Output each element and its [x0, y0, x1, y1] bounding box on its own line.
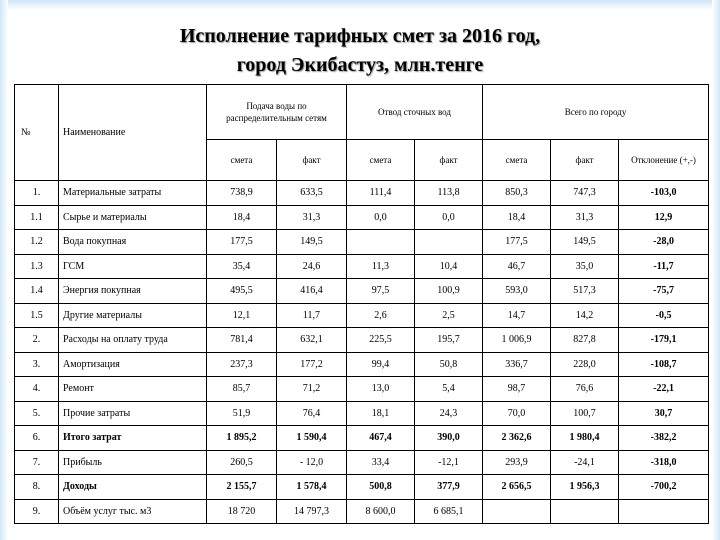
table-row: [15, 230, 709, 255]
cell-sewage-smeta: 99,4: [347, 352, 415, 377]
header-group-sewage: Отвод сточных вод: [347, 85, 483, 140]
cell-total-smeta: 14,7: [483, 303, 551, 328]
row-number: 1.2: [15, 230, 59, 255]
cell-water-smeta: 260,5: [207, 450, 277, 475]
cell-water-smeta: 177,5: [207, 230, 277, 255]
cell-total-smeta: 593,0: [483, 279, 551, 304]
header-water-fakt: факт: [277, 140, 347, 181]
row-number: 3.: [15, 352, 59, 377]
cell-sewage-smeta: 0,0: [347, 205, 415, 230]
cell-water-fakt: - 12,0: [277, 450, 347, 475]
cell-sewage-smeta: 500,8: [347, 475, 415, 500]
cell-sewage-smeta: 33,4: [347, 450, 415, 475]
cell-total-fakt: 100,7: [551, 401, 619, 426]
cell-sewage-smeta: 467,4: [347, 426, 415, 451]
cell-total-fakt: 228,0: [551, 352, 619, 377]
cell-sewage-smeta: 8 600,0: [347, 499, 415, 524]
slide-frame-left: [0, 0, 8, 540]
cell-deviation: 30,7: [619, 401, 709, 426]
row-number: 1.1: [15, 205, 59, 230]
header-name: Наименование: [59, 85, 207, 181]
row-name: Прочие затраты: [59, 401, 207, 426]
cell-water-smeta: 2 155,7: [207, 475, 277, 500]
row-number: 8.: [15, 475, 59, 500]
cell-water-smeta: 1 895,2: [207, 426, 277, 451]
row-number: 6.: [15, 426, 59, 451]
table-body: [15, 181, 709, 524]
row-number: 7.: [15, 450, 59, 475]
table-row: [15, 352, 709, 377]
cell-water-smeta: 18,4: [207, 205, 277, 230]
cell-water-fakt: 14 797,3: [277, 499, 347, 524]
cell-sewage-smeta: 18,1: [347, 401, 415, 426]
cell-total-fakt: 827,8: [551, 328, 619, 353]
cell-sewage-fakt: -12,1: [415, 450, 483, 475]
table-row: [15, 450, 709, 475]
row-number: 2.: [15, 328, 59, 353]
tariff-estimate-table: [14, 84, 709, 524]
header-water-smeta: смета: [207, 140, 277, 181]
cell-total-fakt: 517,3: [551, 279, 619, 304]
cell-water-smeta: 738,9: [207, 181, 277, 206]
cell-total-smeta: [483, 499, 551, 524]
row-name: Вода покупная: [59, 230, 207, 255]
cell-sewage-fakt: 100,9: [415, 279, 483, 304]
cell-deviation: -108,7: [619, 352, 709, 377]
cell-sewage-fakt: 6 685,1: [415, 499, 483, 524]
cell-deviation: -382,2: [619, 426, 709, 451]
cell-total-fakt: -24,1: [551, 450, 619, 475]
cell-deviation: -318,0: [619, 450, 709, 475]
cell-sewage-fakt: [415, 230, 483, 255]
cell-sewage-fakt: 2,5: [415, 303, 483, 328]
cell-deviation: -22,1: [619, 377, 709, 402]
cell-total-smeta: 2 362,6: [483, 426, 551, 451]
row-name: Итого затрат: [59, 426, 207, 451]
header-deviation: Отклонение (+,-): [619, 140, 709, 181]
page-title: [0, 22, 720, 80]
row-name: Амортизация: [59, 352, 207, 377]
cell-total-fakt: 76,6: [551, 377, 619, 402]
cell-sewage-fakt: 24,3: [415, 401, 483, 426]
row-number: 1.5: [15, 303, 59, 328]
cell-deviation: -179,1: [619, 328, 709, 353]
row-name: Расходы на оплату труда: [59, 328, 207, 353]
header-group-water: Подача воды по распределительным сетям: [207, 85, 347, 140]
row-name: ГСМ: [59, 254, 207, 279]
cell-sewage-smeta: 2,6: [347, 303, 415, 328]
cell-water-fakt: 24,6: [277, 254, 347, 279]
table-row: [15, 254, 709, 279]
cell-water-fakt: 76,4: [277, 401, 347, 426]
cell-sewage-smeta: [347, 230, 415, 255]
cell-total-smeta: 70,0: [483, 401, 551, 426]
cell-water-smeta: 495,5: [207, 279, 277, 304]
cell-total-fakt: 1 980,4: [551, 426, 619, 451]
title-line-2: город Экибастуз, млн.тенге: [236, 54, 484, 76]
row-number: 1.: [15, 181, 59, 206]
cell-sewage-smeta: 11,3: [347, 254, 415, 279]
cell-deviation: -28,0: [619, 230, 709, 255]
cell-total-smeta: 1 006,9: [483, 328, 551, 353]
row-number: 4.: [15, 377, 59, 402]
cell-water-smeta: 85,7: [207, 377, 277, 402]
table-row: [15, 377, 709, 402]
row-number: 1.4: [15, 279, 59, 304]
cell-water-smeta: 18 720: [207, 499, 277, 524]
cell-water-fakt: 633,5: [277, 181, 347, 206]
table-row: [15, 328, 709, 353]
cell-water-fakt: 149,5: [277, 230, 347, 255]
cell-water-smeta: 51,9: [207, 401, 277, 426]
row-number: 5.: [15, 401, 59, 426]
cell-water-fakt: 1 590,4: [277, 426, 347, 451]
table-row: [15, 181, 709, 206]
cell-water-fakt: 177,2: [277, 352, 347, 377]
header-total-smeta: смета: [483, 140, 551, 181]
cell-sewage-fakt: 5,4: [415, 377, 483, 402]
header-no: №: [15, 85, 59, 181]
cell-deviation: -103,0: [619, 181, 709, 206]
cell-sewage-smeta: 97,5: [347, 279, 415, 304]
cell-total-smeta: 177,5: [483, 230, 551, 255]
cell-water-fakt: 31,3: [277, 205, 347, 230]
cell-water-fakt: 71,2: [277, 377, 347, 402]
row-number: 1.3: [15, 254, 59, 279]
row-name: Ремонт: [59, 377, 207, 402]
title-line-1: Исполнение тарифных смет за 2016 год,: [179, 25, 541, 47]
table-row: [15, 499, 709, 524]
header-group-total: Всего по городу: [483, 85, 709, 140]
cell-deviation: [619, 499, 709, 524]
cell-total-smeta: 2 656,5: [483, 475, 551, 500]
cell-water-smeta: 35,4: [207, 254, 277, 279]
cell-sewage-fakt: 0,0: [415, 205, 483, 230]
cell-total-smeta: 293,9: [483, 450, 551, 475]
cell-total-fakt: 31,3: [551, 205, 619, 230]
cell-water-fakt: 11,7: [277, 303, 347, 328]
cell-total-smeta: 18,4: [483, 205, 551, 230]
cell-deviation: -75,7: [619, 279, 709, 304]
slide-frame-top: [0, 0, 720, 10]
cell-sewage-fakt: 195,7: [415, 328, 483, 353]
cell-water-smeta: 12,1: [207, 303, 277, 328]
table-row: [15, 401, 709, 426]
table-row: [15, 205, 709, 230]
cell-sewage-fakt: 113,8: [415, 181, 483, 206]
header-sewage-smeta: смета: [347, 140, 415, 181]
cell-total-smeta: 46,7: [483, 254, 551, 279]
cell-total-smeta: 336,7: [483, 352, 551, 377]
cell-water-fakt: 632,1: [277, 328, 347, 353]
cell-deviation: -11,7: [619, 254, 709, 279]
cell-total-fakt: 35,0: [551, 254, 619, 279]
table-row: [15, 279, 709, 304]
header-total-fakt: факт: [551, 140, 619, 181]
row-number: 9.: [15, 499, 59, 524]
cell-sewage-fakt: 377,9: [415, 475, 483, 500]
row-name: Материальные затраты: [59, 181, 207, 206]
slide-frame-right: [712, 0, 720, 540]
cell-sewage-smeta: 225,5: [347, 328, 415, 353]
cell-deviation: -0,5: [619, 303, 709, 328]
cell-water-smeta: 237,3: [207, 352, 277, 377]
cell-sewage-fakt: 390,0: [415, 426, 483, 451]
cell-sewage-smeta: 111,4: [347, 181, 415, 206]
cell-sewage-fakt: 50,8: [415, 352, 483, 377]
table-row: [15, 475, 709, 500]
row-name: Объём услуг тыс. м3: [59, 499, 207, 524]
cell-total-smeta: 98,7: [483, 377, 551, 402]
row-name: Другие материалы: [59, 303, 207, 328]
row-name: Прибыль: [59, 450, 207, 475]
cell-water-fakt: 1 578,4: [277, 475, 347, 500]
table-row: [15, 303, 709, 328]
header-sewage-fakt: факт: [415, 140, 483, 181]
row-name: Энергия покупная: [59, 279, 207, 304]
cell-total-fakt: 1 956,3: [551, 475, 619, 500]
row-name: Сырье и материалы: [59, 205, 207, 230]
cell-sewage-smeta: 13,0: [347, 377, 415, 402]
cell-water-smeta: 781,4: [207, 328, 277, 353]
cell-total-fakt: [551, 499, 619, 524]
cell-sewage-fakt: 10,4: [415, 254, 483, 279]
cell-water-fakt: 416,4: [277, 279, 347, 304]
cell-deviation: -700,2: [619, 475, 709, 500]
cell-total-fakt: 149,5: [551, 230, 619, 255]
cell-total-fakt: 14,2: [551, 303, 619, 328]
row-name: Доходы: [59, 475, 207, 500]
cell-total-fakt: 747,3: [551, 181, 619, 206]
table-row: [15, 426, 709, 451]
cell-total-smeta: 850,3: [483, 181, 551, 206]
cell-deviation: 12,9: [619, 205, 709, 230]
